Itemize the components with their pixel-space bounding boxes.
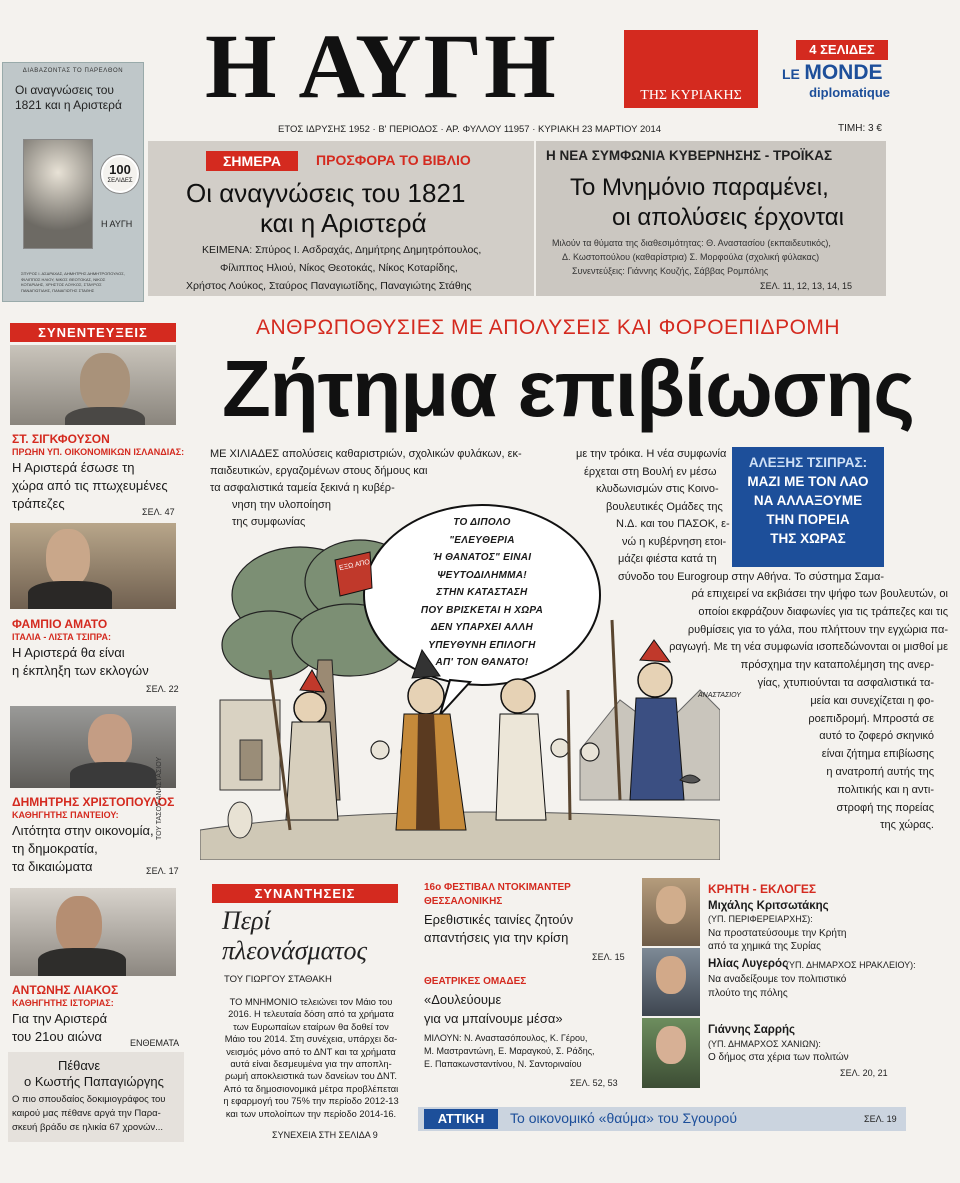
interview-name-2: ΦΑΜΠΙΟ ΑΜΑΤΟ [12,617,108,631]
person-silhouette [656,956,686,994]
lemonde-logo[interactable] [782,62,892,100]
lead-line: τα ασφαλιστικά ταμεία ξεκινά η κυβέρ- [210,482,395,494]
meetings-body-line: ΤΟ ΜΝΗΜΟΝΙΟ τελειώνει τον Μάιο του [229,997,393,1007]
bubble-line: ΠΟΥ ΒΡΙΣΚΕΤΑΙ Η ΧΩΡΑ [420,604,544,616]
interview-quote-4b: του 21ου αιώνα [12,1029,102,1044]
interview-photo-3 [10,706,176,788]
bubble-line: ΥΠΕΥΘΥΝΗ ΕΠΙΛΟΓΗ [428,639,536,651]
person-silhouette [56,896,102,954]
person-silhouette [80,353,130,413]
festival-kicker-1: 16ο ΦΕΣΤΙΒΑΛ ΝΤΟΚΙΜΑΝΤΕΡ [424,882,571,893]
bubble-line: ΑΠ' ΤΟΝ ΘΑΝΑΤΟ! [435,657,529,668]
troika-line-2: Δ. Κωστοπούλου (καθαρίστρια) Σ. Μορφούλα (σχολική φύλακας) [562,252,820,262]
meetings-title-1: Περί [222,906,271,935]
right-line: γίας, χτυπιούνται τα ασφαλιστικά τα- [757,676,934,689]
obituary-title-2: ο Κωστής Παπαγιώργης [24,1074,164,1089]
promo-authors-3: Χρήστος Λούκος, Σταύρος Παναγιωτίδης, Παναγιώτης Στάθης [186,280,472,292]
lead-line: ΜΕ ΧΙΛΙΑΔΕΣ απολύσεις καθαριστριών, σχολικών φυλάκων, εκ- [210,448,522,460]
book-brand: Η ΑΥΓΗ [101,219,133,229]
person-body [28,581,112,609]
lemonde-le: LE [782,66,800,82]
interview-quote-4a: Για την Αριστερά [12,1011,108,1026]
bubble-line: ΔΕΝ ΥΠΑΡΧΕΙ ΑΛΛΗ [430,622,534,633]
lead-line: παιδευτικών, εργαζομένων στους δήμους και [210,465,428,477]
attica-label: ΑΤΤΙΚΗ [424,1109,498,1129]
crete-q-3a: Ο δήμος στα χέρια των πολιτών [708,1052,849,1063]
meetings-body-line: Μάιο του 2014. Στη συνέχεια, υπάρχει δα- [224,1034,398,1045]
right-line: στροφή της πορείας [836,801,934,814]
meetings-body-line: 2016. Η τελευταία δόση από τα χρήματα [228,1009,394,1020]
interview-page-3: ΣΕΛ. 17 [146,866,179,876]
festival-text-1: Ερεθιστικές ταινίες ζητούν [424,912,574,927]
theatre-text-1: «Δουλεύουμε [424,992,502,1007]
troika-line-1: Μιλούν τα θύματα της διαθεσιμότητας: Θ. Αναστασίου (εκπαιδευτικός), [552,238,831,248]
meetings-body-line: ρωμή αποκλειστικά των δανείων του ΔΝΤ. [225,1071,397,1082]
tsipras-quote-4: ΤΗΣ ΧΩΡΑΣ [770,531,846,546]
attica-text: Το οικονομικό «θαύμα» του Σγουρού [510,1110,737,1126]
mid-line: σύνοδο του Eurogroup στην Αθήνα. Το σύστημα Σαμα- [618,570,885,583]
right-line: ρά επιχειρεί να εκβιάσει την ψήφο των βουλευτών, οι [691,588,948,600]
book-cover[interactable] [2,62,144,302]
attica-page: ΣΕΛ. 19 [864,1114,897,1124]
bubble-line: Ή ΘΑΝΑΤΟΣ" ΕΙΝΑΙ [432,552,532,563]
festival-text-2: απαντήσεις για την κρίση [424,930,569,945]
main-headline: Ζήτημα επιβίωσης [222,344,914,433]
figure-far-right [630,640,684,800]
person-silhouette [656,1026,686,1064]
meetings-body-line: Από τα δημοσιονομικά μέτρα προβλέπεται [223,1083,399,1094]
insert-badge: 4 ΣΕΛΙΔΕΣ [796,40,888,60]
right-line: της χώρας. [880,819,934,832]
person-silhouette [88,714,132,768]
theatre-text-2: για να μπαίνουμε μέσα» [424,1011,563,1026]
crete-q-1a: Να προστατεύσουμε την Κρήτη [708,928,847,939]
sub-label-text: ΤΗΣ ΚΥΡΙΑΚΗΣ [640,88,742,103]
obituary-line-3: σκευή βράδυ σε ηλικία 67 χρονών... [12,1122,164,1133]
tsipras-quote-2: ΝΑ ΑΛΛΑΞΟΥΜΕ [753,493,863,508]
book-illustration [23,139,93,249]
obituary-line-1: Ο πιο σπουδαίος δοκιμιογράφος του [12,1094,166,1105]
crete-q-2b: πλούτο της πόλης [708,988,788,999]
crete-photo-1 [642,878,700,946]
book-series: ΔΙΑΒΑΖΟΝΤΑΣ ΤΟ ΠΑΡΕΛΘΟΝ [22,68,124,74]
right-line: πολιτικής και η αντι- [837,783,934,796]
mid-line: Ν.Δ. και του ΠΑΣΟΚ, ε- [616,518,730,530]
masthead-sub-label [624,30,758,108]
tsipras-quote-3: ΤΗΝ ΠΟΡΕΙΑ [766,512,850,527]
tsipras-box[interactable] [732,447,884,567]
meetings-label: ΣΥΝΑΝΤΗΣΕΙΣ [212,884,398,903]
cartoon-credit: ΤΟΥ ΤΑΣΟΥ ΑΝΑΣΤΑΣΙΟΥ [156,756,163,840]
crete-q-2a: Να αναδείξουμε τον πολιτιστικό [708,974,847,985]
crete-name-2: Ηλίας Λυγερός [708,958,789,970]
crete-role-2: (ΥΠ. ΔΗΜΑΡΧΟΣ ΗΡΑΚΛΕΙΟΥ): [786,960,916,970]
obituary-line-2: καιρού μας πέθανε αργά την Παρα- [12,1108,161,1119]
crete-name-1: Μιχάλης Κριτσωτάκης [708,900,829,912]
interview-quote-1a: Η Αριστερά έσωσε τη [12,460,135,475]
lemonde-dipl: diplomatique [809,85,890,100]
masthead-title: Η ΑΥΓΗ [205,15,558,117]
crete-photo-2 [642,948,700,1016]
troika-headline-1: Το Μνημόνιο παραμένει, [570,174,829,201]
interview-quote-1b: χώρα από τις πτωχευμένες [12,478,168,493]
crete-label: ΚΡΗΤΗ - ΕΚΛΟΓΕΣ [708,882,817,896]
troika-headline-2: οι απολύσεις έρχονται [612,204,844,231]
interview-quote-1c: τράπεζες [12,496,65,511]
bubble-line: ΣΤΗΝ ΚΑΤΑΣΤΑΣΗ [436,587,528,598]
obituary-title-1: Πέθανε [58,1058,101,1073]
price: ΤΙΜΗ: 3 € [838,123,882,134]
promo-offer: ΠΡΟΣΦΟΡΑ ΤΟ ΒΙΒΛΙΟ [316,152,471,168]
interview-photo-2 [10,523,176,609]
theatre-speakers-3: Ε. Παπακωνσταντίνου, Ν. Σαντοριναίου [424,1059,582,1069]
book-authors-small: ΣΠΥΡΟΣ Ι. ΑΣΔΡΑΧΑΣ, ΔΗΜΗΤΡΗΣ ΔΗΜΗΤΡΟΠΟΥΛΟΣ, ΦΙΛΙΠΠΟΣ ΗΛΙΟΥ, ΝΙΚΟΣ ΘΕΟΤΟΚΑΣ, ΝΙΚΟΣ ΚΟΤΑΡΙΔΗΣ, ΧΡΗΣΤΟΣ ΛΟΥΚΟΣ, ΣΤΑΥΡΟΣ ΠΑΝΑΓΙΩΤΙΔΗΣ, ΠΑΝΑΓΙΩΤΗΣ ΣΤΑΘΗΣ [21,271,125,293]
theatre-page: ΣΕΛ. 52, 53 [570,1078,618,1088]
crete-role-1: (ΥΠ. ΠΕΡΙΦΕΡΕΙΑΡΧΗΣ): [708,914,813,924]
troika-line-3: Συνεντεύξεις: Γιάννης Κουζής, Σάββας Ρομπόλης [572,266,769,276]
interview-name-1: ΣΤ. ΣΙΓΚΦΟΥΣΟΝ [12,432,110,446]
interview-role-1: ΠΡΩΗΝ ΥΠ. ΟΙΚΟΝΟΜΙΚΩΝ ΙΣΛΑΝΔΙΑΣ: [12,447,185,457]
mid-line: βουλευτικές Ομάδες της [606,500,723,513]
promo-headline-1: Οι αναγνώσεις του 1821 [186,178,466,208]
main-kicker: ΑΝΘΡΩΠΟΘΥΣΙΕΣ ΜΕ ΑΠΟΛΥΣΕΙΣ ΚΑΙ ΦΟΡΟΕΠΙΔΡΟΜΗ [256,316,841,339]
interview-photo-4 [10,888,176,976]
right-line: ραγωγή. Με τη νέα συμφωνία ισοπεδώνονται οι μισθοί με [669,641,948,654]
interview-quote-3b: τη δημοκρατία, [12,841,98,856]
troika-pages: ΣΕΛ. 11, 12, 13, 14, 15 [760,281,852,291]
interview-photo-1 [10,345,176,425]
meetings-title-2: πλεονάσματος [222,936,368,965]
cartoon-signature: ΑΝΑΣΤΑΣΙΟΥ [698,692,741,699]
theatre-speakers-2: Μ. Μαστραντώνη, Ε. Μαραγκού, Σ. Ράδης, [424,1046,595,1056]
festival-kicker-2: ΘΕΣΣΑΛΟΝΙΚΗΣ [424,896,503,907]
interview-quote-3c: τα δικαιώματα [12,859,93,874]
interview-page-1: ΣΕΛ. 47 [142,507,175,517]
tsipras-kicker: ΑΛΕΞΗΣ ΤΣΙΠΡΑΣ: [748,455,868,470]
cartoon-bubble-text [394,514,570,672]
theatre-speakers-1: ΜΙΛΟΥΝ: Ν. Αναστασόπουλος, Κ. Γέρου, [424,1033,588,1043]
mid-line: με την τρόικα. Η νέα συμφωνία [576,448,727,460]
person-body [38,948,126,976]
promo-today: ΣΗΜΕΡΑ [206,151,298,171]
figure-right [496,679,546,820]
meetings-body [216,996,406,1120]
person-silhouette [46,529,90,587]
mid-line: νώ η κυβέρνηση ετοι- [622,535,727,548]
lead-line: νηση την υλοποίηση [232,499,331,511]
crete-photo-3 [642,1018,700,1088]
book-title: Οι αναγνώσεις του 1821 και η Αριστερά [15,83,122,112]
bubble-line: ΤΟ ΔΙΠΟΛΟ [453,517,511,528]
interview-name-3: ΔΗΜΗΤΡΗΣ ΧΡΙΣΤΟΠΟΥΛΟΣ [12,795,175,809]
interview-role-3: ΚΑΘΗΓΗΤΗΣ ΠΑΝΤΕΙΟΥ: [12,810,119,820]
book-badge [101,155,139,193]
mid-line: κλυδωνισμών στις Κοινο- [596,483,719,495]
meetings-continued[interactable]: ΣΥΝΕΧΕΙΑ ΣΤΗ ΣΕΛΙΔΑ 9 [272,1130,378,1140]
right-line: πρόσχημα την καταπολέμηση της ανερ- [740,659,934,672]
amphora [228,802,252,838]
meetings-body-line: αυτά είναι δεσμευμένα για την αποπλη- [230,1059,392,1070]
meetings-byline: ΤΟΥ ΓΙΩΡΓΟΥ ΣΤΑΘΑΚΗ [224,974,332,985]
cartoon-flag-text: ΕΞΩ ΑΠΟ [338,558,371,573]
house-door [240,740,262,780]
promo-authors-1: ΚΕΙΜΕΝΑ: Σπύρος Ι. Ασδραχάς, Δημήτρης Δημητρόπουλος, [202,244,482,256]
crete-page: ΣΕΛ. 20, 21 [840,1068,888,1078]
crete-role-3: (ΥΠ. ΔΗΜΑΡΧΟΣ ΧΑΝΙΩΝ): [708,1039,821,1049]
right-line: η ανατροπή αυτής της [826,765,934,778]
interview-page-4: ΕΝΘΕΜΑΤΑ [130,1038,180,1048]
interviews-label: ΣΥΝΕΝΤΕΥΞΕΙΣ [10,323,176,342]
interview-name-4: ΑΝΤΩΝΗΣ ΛΙΑΚΟΣ [12,983,119,997]
book-badge-num: 100 [109,162,131,177]
troika-kicker: Η ΝΕΑ ΣΥΜΦΩΝΙΑ ΚΥΒΕΡΝΗΣΗΣ - ΤΡΟΪΚΑΣ [546,148,833,163]
interview-quote-3a: Λιτότητα στην οικονομία, [12,823,154,838]
right-line: ρυθμίσεις για το γάλα, που πλήττουν την εγχώρια πα- [687,623,948,636]
right-line: οποίοι εκφράζουν διαφωνίες για τις τράπεζες και τις [698,605,948,618]
festival-page: ΣΕΛ. 15 [592,952,625,962]
right-line: αυτό το ζοφερό σκηνικό [819,730,934,743]
person-body [70,762,156,788]
crete-q-1b: από τα χημικά της Συρίας [708,941,821,952]
person-body [65,407,145,425]
bubble-line: ΨΕΥΤΟΔΙΛΗΜΜΑ! [437,569,527,581]
mid-line: έρχεται στη Βουλή εν μέσω [584,465,717,478]
theatre-kicker: ΘΕΑΤΡΙΚΕΣ ΟΜΑΔΕΣ [424,976,527,987]
interview-page-2: ΣΕΛ. 22 [146,684,179,694]
meetings-body-line: η εφαρμογή του 75% την περίοδο 2012-13 [223,1096,399,1107]
lemonde-monde: MONDE [804,61,883,84]
tsipras-quote-1: ΜΑΖΙ ΜΕ ΤΟΝ ΛΑΟ [747,474,869,489]
promo-headline-2: και η Αριστερά [260,208,427,238]
interview-quote-2a: Η Αριστερά θα είναι [12,645,125,660]
right-line: είναι ζήτημα επιβίωσης [821,748,934,761]
person-silhouette [656,886,686,924]
right-line: μεία και συνεχίζεται η φο- [810,694,934,707]
crete-name-3: Γιάννης Σαρρής [708,1024,796,1036]
interview-role-2: ΙΤΑΛΙΑ - ΛΙΣΤΑ ΤΣΙΠΡΑ: [12,632,111,642]
interview-quote-2b: η έκπληξη των εκλογών [12,663,149,678]
meetings-body-line: νεισμός μόνο από το ΔΝΤ και τα χρήματα [226,1046,396,1057]
mid-line: μάζει φιέστα κατά τη [618,553,717,565]
meetings-body-line: των Ευρωπαίων εταίρων θα δοθεί τον [233,1021,389,1032]
right-line: ροεπιδρομή. Μπροστά σε [808,712,934,725]
lead-line: της συμφωνίας [232,516,306,528]
promo-authors-2: Φίλιππος Ηλιού, Νίκος Θεοτοκάς, Νίκος Κοταρίδης, [220,262,458,274]
interview-role-4: ΚΑΘΗΓΗΤΗΣ ΙΣΤΟΡΙΑΣ: [12,998,114,1008]
edition-line: ΕΤΟΣ ΙΔΡΥΣΗΣ 1952 · Β' ΠΕΡΙΟΔΟΣ · ΑΡ. ΦΥΛΛΟΥ 11957 · ΚΥΡΙΑΚΗ 23 ΜΑΡΤΙΟΥ 2014 [278,124,662,135]
bubble-line: "ΕΛΕΥΘΕΡΙΑ [449,534,515,546]
book-badge-text: ΣΕΛΙΔΕΣ [107,178,133,184]
meetings-body-line: και των υπολοίπων την περίοδο 2014-16. [225,1108,397,1119]
